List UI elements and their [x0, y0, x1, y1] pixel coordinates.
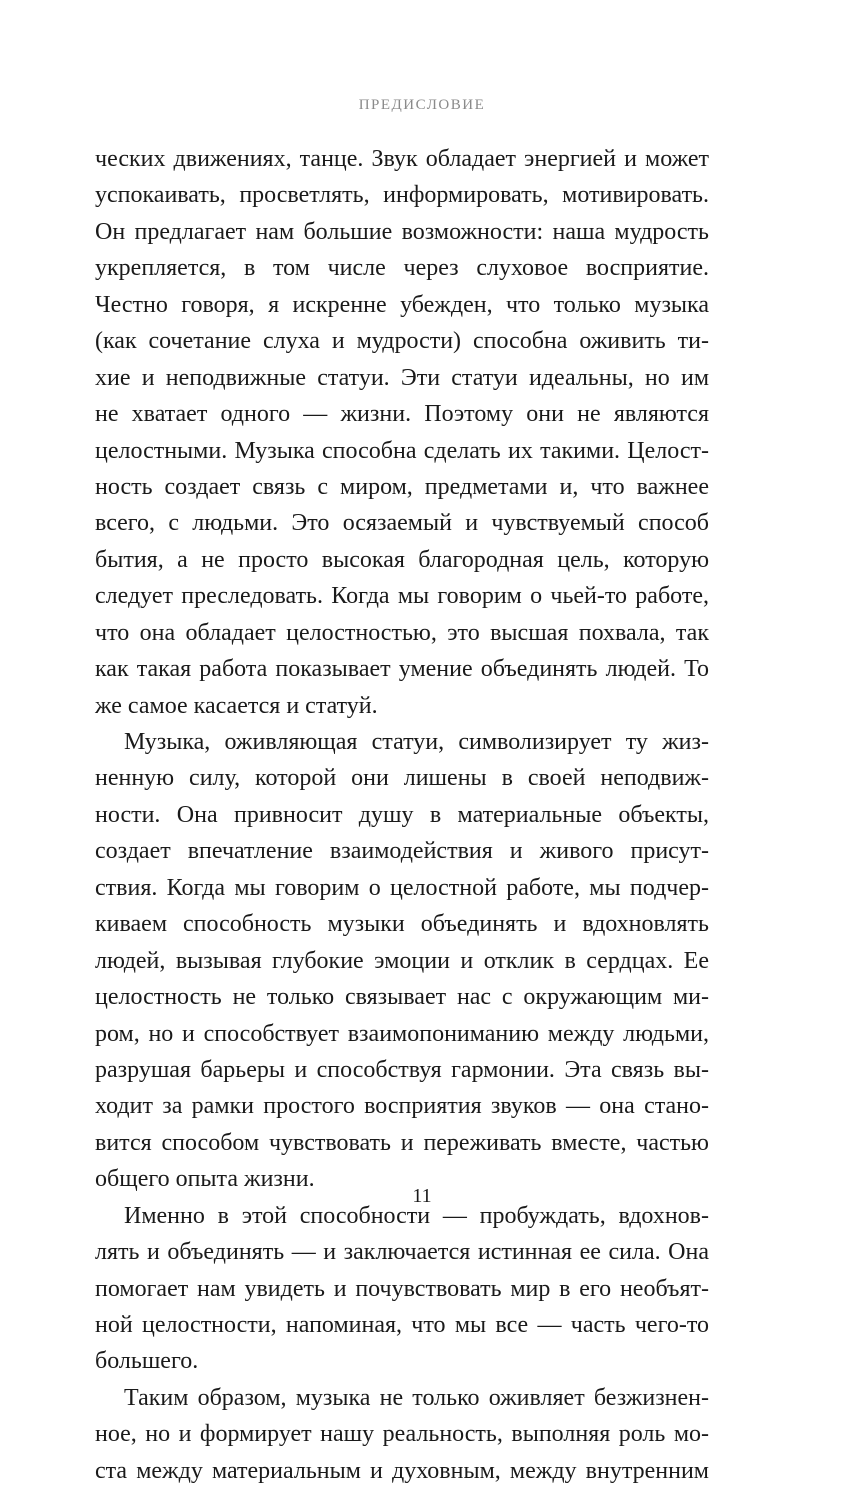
paragraph-first-line: Музыка, оживляющая статуи, символизирует ту жиз- — [124, 729, 709, 755]
text-line: ческих движениях, танце. Звук обладает энергией и может — [95, 146, 709, 172]
text-line: ста между материальным и духовным, между внутренним — [95, 1457, 709, 1484]
body-text — [95, 141, 709, 1489]
text-line: успокаивать, просветлять, информировать, мотивировать. — [95, 182, 709, 209]
text-line: ром, но и способствует взаимопониманию между людьми, — [95, 1020, 709, 1047]
text-line: Он предлагает нам большие возможности: наша мудрость — [95, 218, 709, 245]
text-line: лять и объединять — и заключается истинная ее сила. Она — [95, 1239, 709, 1266]
text-line: людей, вызывая глубокие эмоции и отклик в сердцах. Ее — [95, 947, 709, 974]
paragraph-first-line: Таким образом, музыка не только оживляет безжизнен- — [124, 1384, 709, 1411]
text-line: что она обладает целостностью, это высшая похвала, так — [95, 619, 709, 646]
text-line: создает впечатление взаимодействия и живого присут- — [95, 838, 709, 865]
text-line: целостность не только связывает нас с окружающим ми- — [95, 984, 709, 1011]
text-line: ность создает связь с миром, предметами и, что важнее — [95, 473, 709, 500]
text-line: укрепляется, в том числе через слуховое восприятие. — [95, 255, 709, 282]
text-line: как такая работа показывает умение объединять людей. То — [95, 656, 709, 683]
text-line: не хватает одного — жизни. Поэтому они не являются — [95, 401, 709, 428]
text-line: разрушая барьеры и способствуя гармонии. Эта связь вы- — [95, 1056, 709, 1083]
text-line: ное, но и формирует нашу реальность, выполняя роль мо- — [95, 1421, 709, 1448]
text-line: всего, с людьми. Это осязаемый и чувствуемый способ — [95, 510, 709, 537]
text-line: ходит за рамки простого восприятия звуков — она стано- — [95, 1093, 709, 1120]
text-line: ной целостности, напоминая, что мы все — часть чего-то — [95, 1312, 709, 1338]
text-line: же самое касается и статуй. — [95, 692, 378, 719]
running-head: ПРЕДИСЛОВИЕ — [358, 97, 486, 113]
text-line: ствия. Когда мы говорим о целостной работе, мы подчер- — [95, 874, 709, 901]
text-line: Честно говоря, я искренне убежден, что только музыка — [95, 291, 709, 318]
paragraph-first-line: Именно в этой способности — пробуждать, вдохнов- — [124, 1202, 709, 1229]
text-line: вится способом чувствовать и переживать вместе, частью — [95, 1129, 709, 1156]
text-line: (как сочетание слуха и мудрости) способна оживить ти- — [95, 328, 709, 355]
page-number: 11 — [412, 1185, 432, 1207]
text-line: хие и неподвижные статуи. Эти статуи идеальны, но им — [95, 364, 709, 391]
text-line: ности. Она привносит душу в материальные объекты, — [95, 801, 709, 828]
text-line: помогает нам увидеть и почувствовать мир в его необъят- — [95, 1275, 709, 1302]
text-line: следует преследовать. Когда мы говорим о чьей-то работе, — [95, 583, 709, 610]
text-line: ненную силу, которой они лишены в своей неподвиж- — [95, 765, 709, 792]
text-line: большего. — [95, 1348, 199, 1375]
text-line: киваем способность музыки объединять и вдохновлять — [95, 911, 709, 938]
text-line: бытия, а не просто высокая благородная цель, которую — [95, 546, 709, 573]
text-line: общего опыта жизни. — [95, 1166, 315, 1193]
text-line: целостными. Музыка способна сделать их такими. Целост- — [95, 437, 709, 464]
